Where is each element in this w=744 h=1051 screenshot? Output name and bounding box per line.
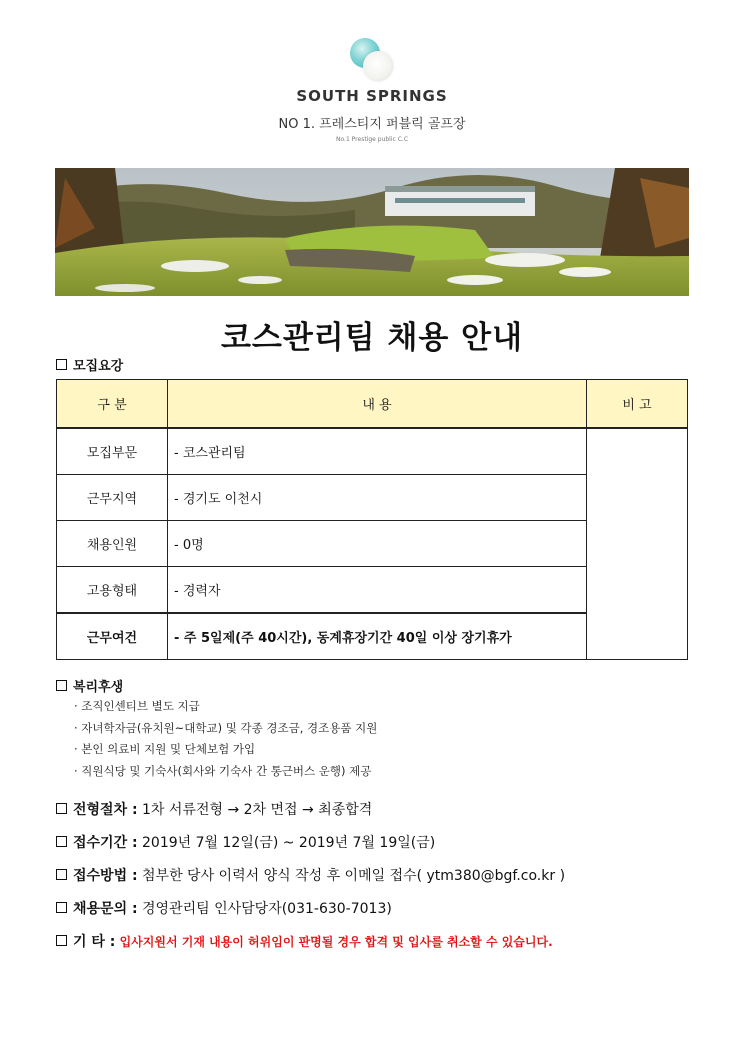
header: [0, 38, 744, 143]
process-line: [56, 799, 372, 819]
row-label: 고용형태: [57, 567, 168, 614]
row-value: - 경기도 이천시: [168, 475, 587, 521]
contact-key: 채용문의 :: [73, 901, 138, 917]
welfare-section-heading: [56, 676, 123, 695]
row-value: - 경력자: [168, 567, 587, 614]
etc-key: 기 타 :: [73, 934, 116, 950]
golf-course-photo: [55, 168, 689, 296]
process-key: 전형절차 :: [73, 802, 138, 818]
logo-icon: [346, 38, 398, 82]
recruit-section-title: 모집요강: [73, 359, 124, 374]
row-label: 채용인원: [57, 521, 168, 567]
checkbox-icon: [56, 902, 67, 913]
list-item: · 본인 의료비 지원 및 단체보험 가입: [74, 742, 256, 756]
method-line: [56, 865, 565, 885]
recruit-table: [56, 379, 688, 660]
recruit-section-heading: [56, 355, 123, 374]
row-label: 근무여건: [57, 613, 168, 660]
header-note: 비 고: [587, 380, 688, 429]
row-value: - 주 5일제(주 40시간), 동계휴장기간 40일 이상 장기휴가: [168, 613, 587, 660]
etc-line: [56, 931, 553, 951]
row-value: - 코스관리팀: [168, 428, 587, 475]
list-item: · 조직인센티브 별도 지급: [74, 699, 200, 713]
welfare-section-title: 복리후생: [73, 680, 124, 695]
header-category: 구 분: [57, 380, 168, 429]
checkbox-icon: [56, 935, 67, 946]
checkbox-icon: [56, 803, 67, 814]
contact-value: 경영관리팀 인사담당자(031-630-7013): [137, 901, 392, 917]
brand-name: SOUTH SPRINGS: [296, 87, 448, 105]
welfare-list: [74, 696, 377, 782]
row-value: - 0명: [168, 521, 587, 567]
checkbox-icon: [56, 680, 67, 691]
method-value: 첨부한 당사 이력서 양식 작성 후 이메일 접수( ytm380@bgf.co.kr ): [137, 868, 566, 884]
page-title: 코스관리팀 채용 안내: [220, 320, 524, 356]
table-row: [57, 428, 688, 475]
list-item: · 자녀학자금(유치원~대학교) 및 각종 경조금, 경조용품 지원: [74, 720, 378, 735]
checkbox-icon: [56, 869, 67, 880]
checkbox-icon: [56, 359, 67, 370]
checkbox-icon: [56, 836, 67, 847]
list-item: · 직원식당 및 기숙사(회사와 기숙사 간 통근버스 운행) 제공: [74, 763, 372, 778]
period-key: 접수기간 :: [73, 835, 138, 851]
process-value: 1차 서류전형 → 2차 면접 → 최종합격: [137, 802, 373, 818]
contact-line: [56, 898, 392, 918]
row-label: 근무지역: [57, 475, 168, 521]
note-cell: [587, 428, 688, 660]
period-line: [56, 832, 435, 852]
etc-value: 입사지원서 기재 내용이 허위임이 판명될 경우 합격 및 입사를 취소할 수 있습니다.: [115, 935, 553, 949]
period-value: 2019년 7월 12일(금) ~ 2019년 7월 19일(금): [137, 835, 436, 851]
tagline-sub: No.1 Prestige public C.C: [335, 136, 409, 143]
tagline: NO 1. 프레스티지 퍼블릭 골프장: [278, 117, 466, 132]
header-content: 내 용: [168, 380, 587, 429]
table-header-row: [57, 380, 688, 429]
method-key: 접수방법 :: [73, 868, 138, 884]
row-label: 모집부문: [57, 428, 168, 475]
